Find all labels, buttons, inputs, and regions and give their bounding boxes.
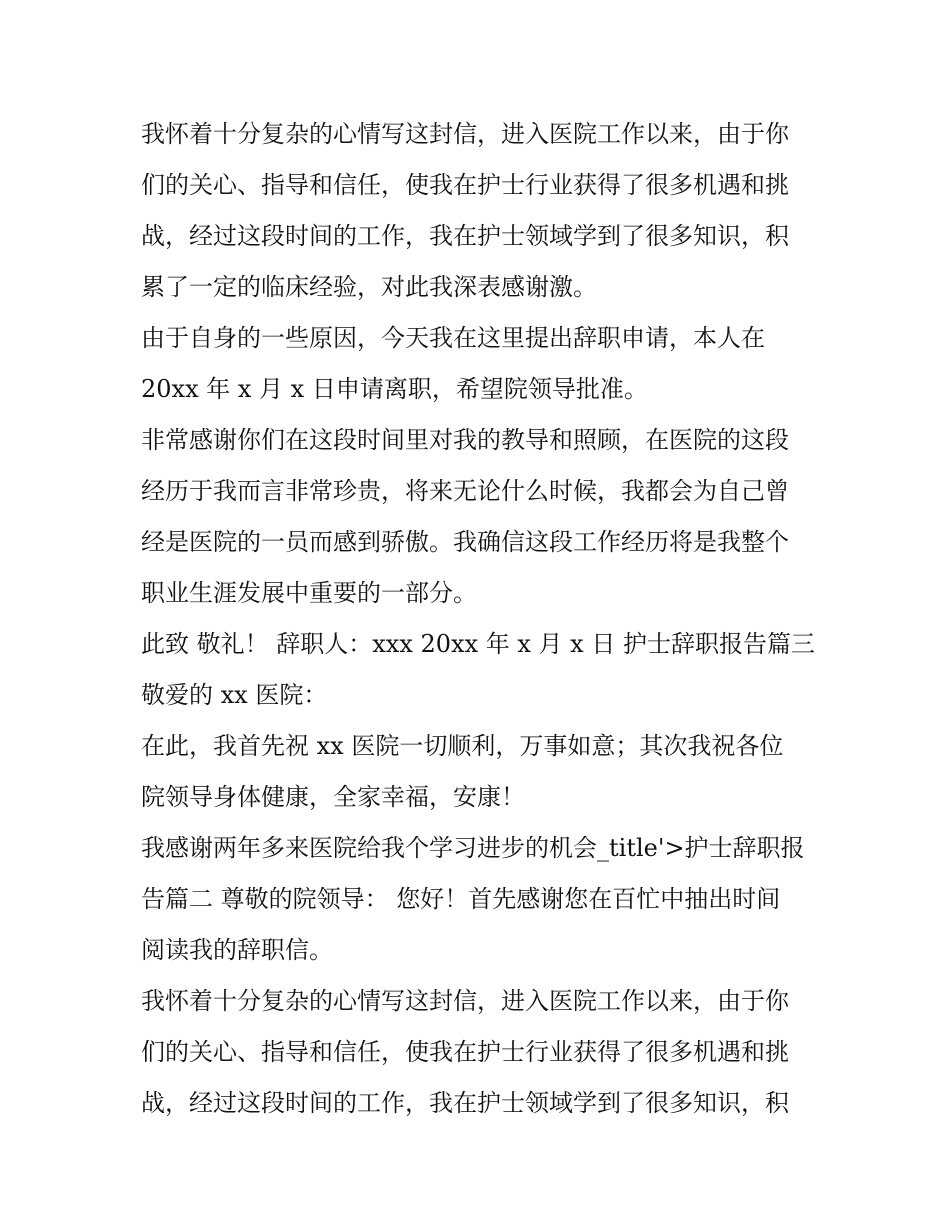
text-line: 经历于我而言非常珍贵，将来无论什么时候，我都会为自己曾	[141, 477, 789, 505]
paragraph-thanks	[141, 415, 821, 619]
paragraph-wishes	[141, 721, 821, 823]
text-line: 我怀着十分复杂的心情写这封信，进入医院工作以来，由于你	[141, 120, 789, 148]
text-line: 职业生涯发展中重要的一部分。	[141, 579, 477, 607]
text-line: 告篇二 尊敬的院领导： 您好！首先感谢您在百忙中抽出时间	[141, 885, 781, 913]
paragraph-gratitude-repeat	[141, 976, 821, 1129]
text-line: 战，经过这段时间的工作，我在护士领域学到了很多知识，积	[141, 1089, 789, 1117]
text-line: 20xx 年 x 月 x 日申请离职，希望院领导批准。	[141, 375, 648, 403]
text-line: 累了一定的临床经验，对此我深表感谢激。	[141, 273, 597, 301]
text-line: 由于自身的一些原因，今天我在这里提出辞职申请，本人在	[141, 324, 765, 352]
text-line: 在此，我首先祝 xx 医院一切顺利，万事如意；其次我祝各位	[141, 732, 784, 760]
text-line: 非常感谢你们在这段时间里对我的教导和照顾，在医院的这段	[141, 426, 789, 454]
text-line: 们的关心、指导和信任，使我在护士行业获得了很多机遇和挑	[141, 1038, 789, 1066]
text-line: 们的关心、指导和信任，使我在护士行业获得了很多机遇和挑	[141, 171, 789, 199]
text-line: 战，经过这段时间的工作，我在护士领域学到了很多知识，积	[141, 222, 789, 250]
text-line: 阅读我的辞职信。	[141, 936, 333, 964]
text-line: 经是医院的一员而感到骄傲。我确信这段工作经历将是我整个	[141, 528, 789, 556]
text-line: 院领导身体健康，全家幸福，安康！	[141, 783, 525, 811]
document-body	[141, 109, 821, 1129]
text-line: 敬爱的 xx 医院：	[141, 681, 328, 709]
text-line: 我怀着十分复杂的心情写这封信，进入医院工作以来，由于你	[141, 987, 789, 1015]
text-line: 我感谢两年多来医院给我个学习进步的机会_title'>护士辞职报	[141, 834, 805, 862]
paragraph-resignation-request	[141, 313, 821, 415]
paragraph-closing-salutation	[141, 619, 821, 721]
paragraph-appreciation	[141, 823, 821, 976]
text-line: 此致 敬礼！ 辞职人：xxx 20xx 年 x 月 x 日 护士辞职报告篇三	[141, 630, 815, 658]
paragraph-gratitude-intro	[141, 109, 821, 313]
